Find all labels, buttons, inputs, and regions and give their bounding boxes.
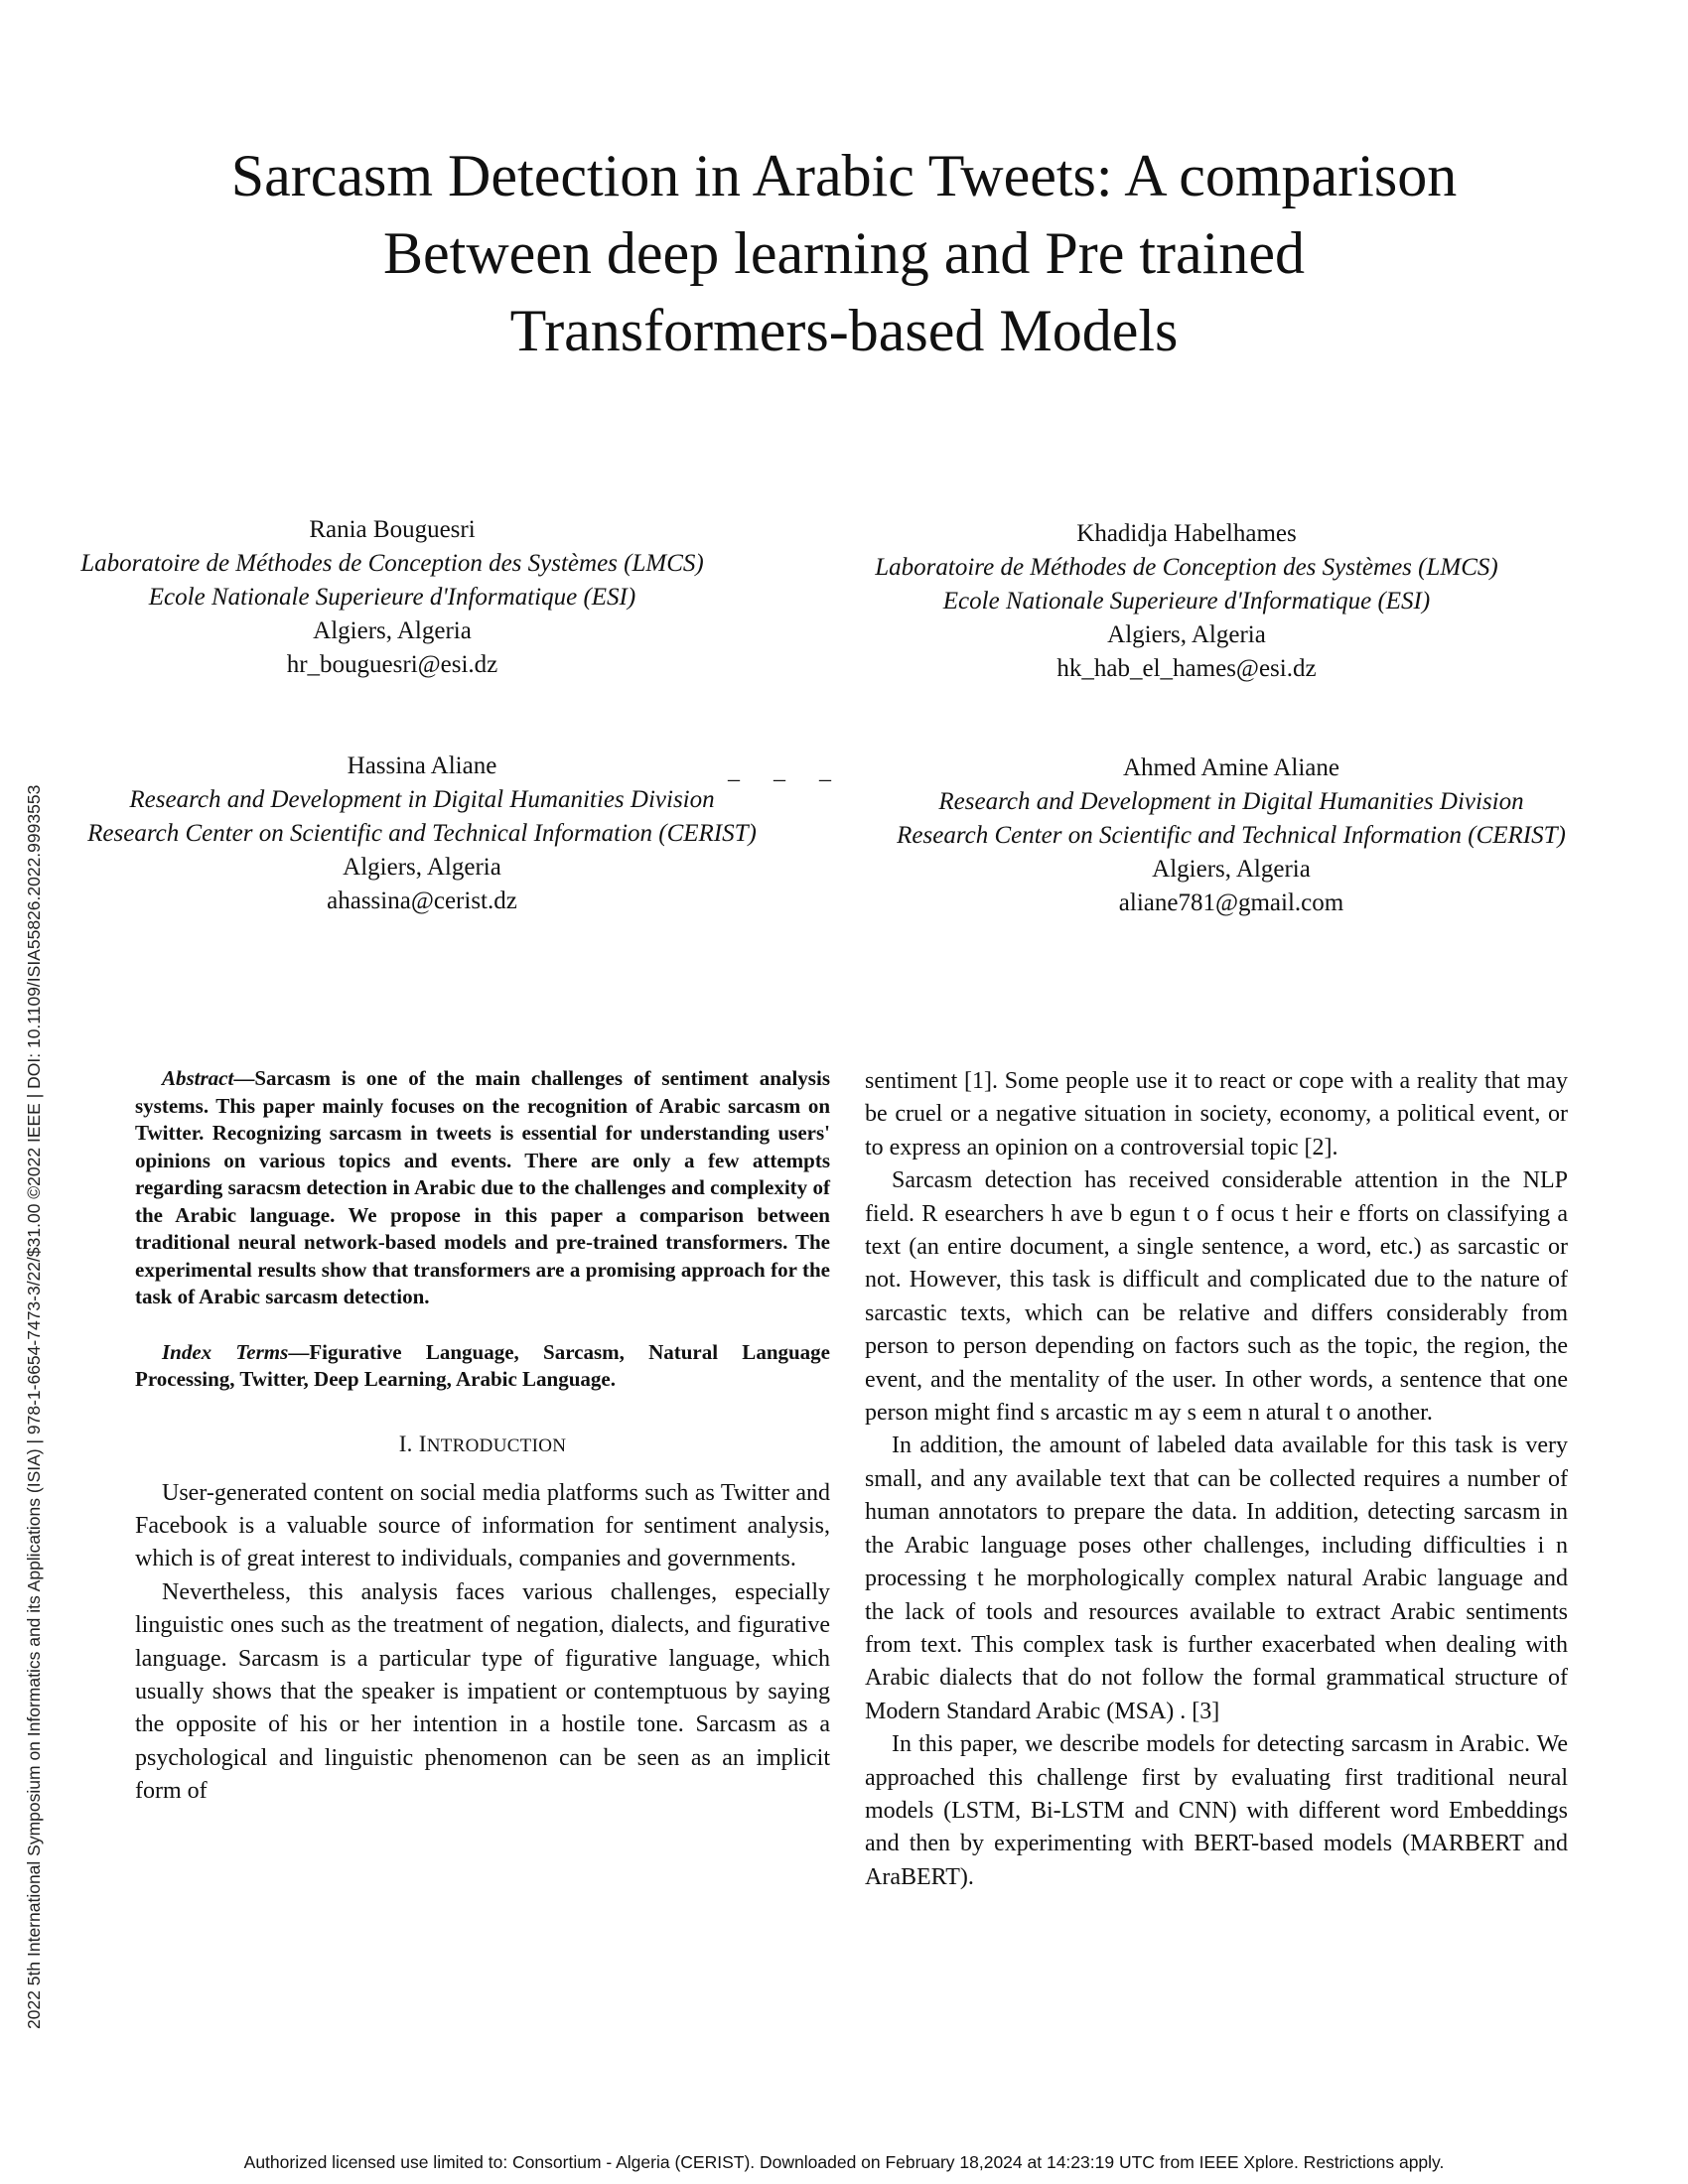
section-number: I. <box>398 1431 419 1456</box>
body-paragraph: sentiment [1]. Some people use it to react or cope with a reality that may be cruel or a negative situation in society, economy, a political event, or to express an opinion on a controversial topic [2]. <box>865 1068 1568 1160</box>
left-column <box>135 1065 830 1809</box>
title-line: Between deep learning and Pre trained <box>383 220 1305 286</box>
author-block <box>55 750 789 918</box>
author-name: Hassina Aliane <box>347 752 497 779</box>
author-affiliation: Laboratoire de Méthodes de Conception des Systèmes (LMCS) <box>80 550 704 577</box>
author-email[interactable]: aliane781@gmail.com <box>1118 889 1344 916</box>
author-affiliation: Laboratoire de Méthodes de Conception des Systèmes (LMCS) <box>875 554 1498 581</box>
author-city: Algiers, Algeria <box>1107 621 1266 648</box>
license-footer: Authorized licensed use limited to: Consortium - Algeria (CERIST). Downloaded on February 18,2024 at 14:23:19 UTC from IEEE Xplore. Restrictions apply. <box>243 2152 1445 2172</box>
abstract-label: Abstract <box>162 1066 234 1090</box>
author-block <box>854 751 1609 920</box>
author-name: Khadidja Habelhames <box>1076 520 1297 547</box>
author-affiliation: Ecole Nationale Superieure d'Informatique (ESI) <box>148 584 636 611</box>
index-terms-text: —Figurative Language, Sarcasm, Natural Language Processing, Twitter, Deep Learning, Arabic Language. <box>135 1339 830 1391</box>
author-city: Algiers, Algeria <box>343 854 501 881</box>
index-terms-label: Index Terms <box>162 1339 289 1364</box>
author-block <box>854 517 1519 686</box>
author-affiliation: Ecole Nationale Superieure d'Informatique (ESI) <box>942 588 1431 614</box>
title-line: Transformers-based Models <box>509 298 1179 363</box>
author-affiliation: Research Center on Scientific and Technical Information (CERIST) <box>897 822 1566 849</box>
author-affiliation: Research and Development in Digital Humanities Division <box>129 786 715 813</box>
author-affiliation: Research Center on Scientific and Technical Information (CERIST) <box>87 820 757 847</box>
author-name: Rania Bouguesri <box>309 516 476 543</box>
author-block <box>60 513 725 682</box>
section-heading <box>135 1432 830 1457</box>
section-title-rest: NTRODUCTION <box>426 1434 567 1456</box>
author-city: Algiers, Algeria <box>313 617 472 644</box>
doi-side-stamp: 2022 5th International Symposium on Informatics and its Applications (ISIA) | 978-1-6654-7473-3/22/$31.00 ©2022 IEEE | DOI: 10.1109/ISIA55826.2022.9993553 <box>24 784 44 2029</box>
body-paragraph: In this paper, we describe models for detecting sarcasm in Arabic. We approached this challenge first by evaluating first traditional neural models (LSTM, Bi-LSTM and CNN) with different word Embeddings and then by experimenting with BERT-based models (MARBERT and AraBERT). <box>865 1731 1568 1890</box>
section-initial: I <box>418 1431 427 1456</box>
author-email[interactable]: hk_hab_el_hames@esi.dz <box>1056 655 1317 682</box>
author-affiliation: Research and Development in Digital Humanities Division <box>938 788 1524 815</box>
author-email[interactable]: hr_bouguesri@esi.dz <box>286 651 498 678</box>
body-paragraph: Sarcasm detection has received considerable attention in the NLP field. R esearchers h ave b egun t o f ocus t heir e fforts on classifying a text (an entire document, a single sentence, a word, etc.) as sarcastic or not. However, this task is difficult and complicated due to the nature of sarcastic texts, which can be relative and differs considerably from person to person depending on factors such as the topic, the region, the event, and the mentality of the user. In other words, a sentence that one person might find s arcastic m ay s eem n atural t o another. <box>865 1167 1568 1427</box>
title-line: Sarcasm Detection in Arabic Tweets: A comparison <box>230 143 1458 208</box>
abstract <box>135 1065 830 1311</box>
abstract-text: —Sarcasm is one of the main challenges of sentiment analysis systems. This paper mainly focuses on the recognition of Arabic sarcasm on Twitter. Recognizing sarcasm in tweets is essential for understanding users' opinions on various topics and events. There are only a few attempts regarding saracsm detection in Arabic due to the challenges and complexity of the Arabic language. We propose in this paper a comparison between traditional neural network-based models and pre-trained transformers. The experimental results show that transformers are a promising approach for the task of Arabic sarcasm detection. <box>135 1066 830 1308</box>
author-city: Algiers, Algeria <box>1152 856 1311 883</box>
index-terms <box>135 1339 830 1394</box>
body-paragraph: Nevertheless, this analysis faces various challenges, especially linguistic ones such as the treatment of negation, dialects, and figurative language. Sarcasm is a particular type of figurative language, which usually shows that the speaker is impatient or contemptuous by saying the opposite of his or her intention in a hostile tone. Sarcasm as a psychological and linguistic phenomenon can be seen as an implicit form of <box>135 1578 830 1805</box>
author-name: Ahmed Amine Aliane <box>1122 754 1340 781</box>
paper-title <box>119 137 1569 369</box>
body-paragraph: In addition, the amount of labeled data available for this task is very small, and any available text that can be collected requires a number of human annotators to prepare the data. In addition, detecting sarcasm in the Arabic language poses other challenges, including difficulties i n processing t he morphologically complex natural Arabic language and the lack of tools and resources available to extract Arabic sentiments from text. This complex task is further exacerbated when dealing with Arabic dialects that do not follow the formal grammatical structure of Modern Standard Arabic (MSA) . [3] <box>865 1433 1568 1724</box>
body-paragraph: User-generated content on social media platforms such as Twitter and Facebook is a valuable source of information for sentiment analysis, which is of great interest to individuals, companies and governments. <box>135 1479 830 1572</box>
author-email[interactable]: ahassina@cerist.dz <box>327 887 517 914</box>
dashes-mark: _ _ _ <box>728 758 845 784</box>
right-column <box>865 1065 1568 1894</box>
